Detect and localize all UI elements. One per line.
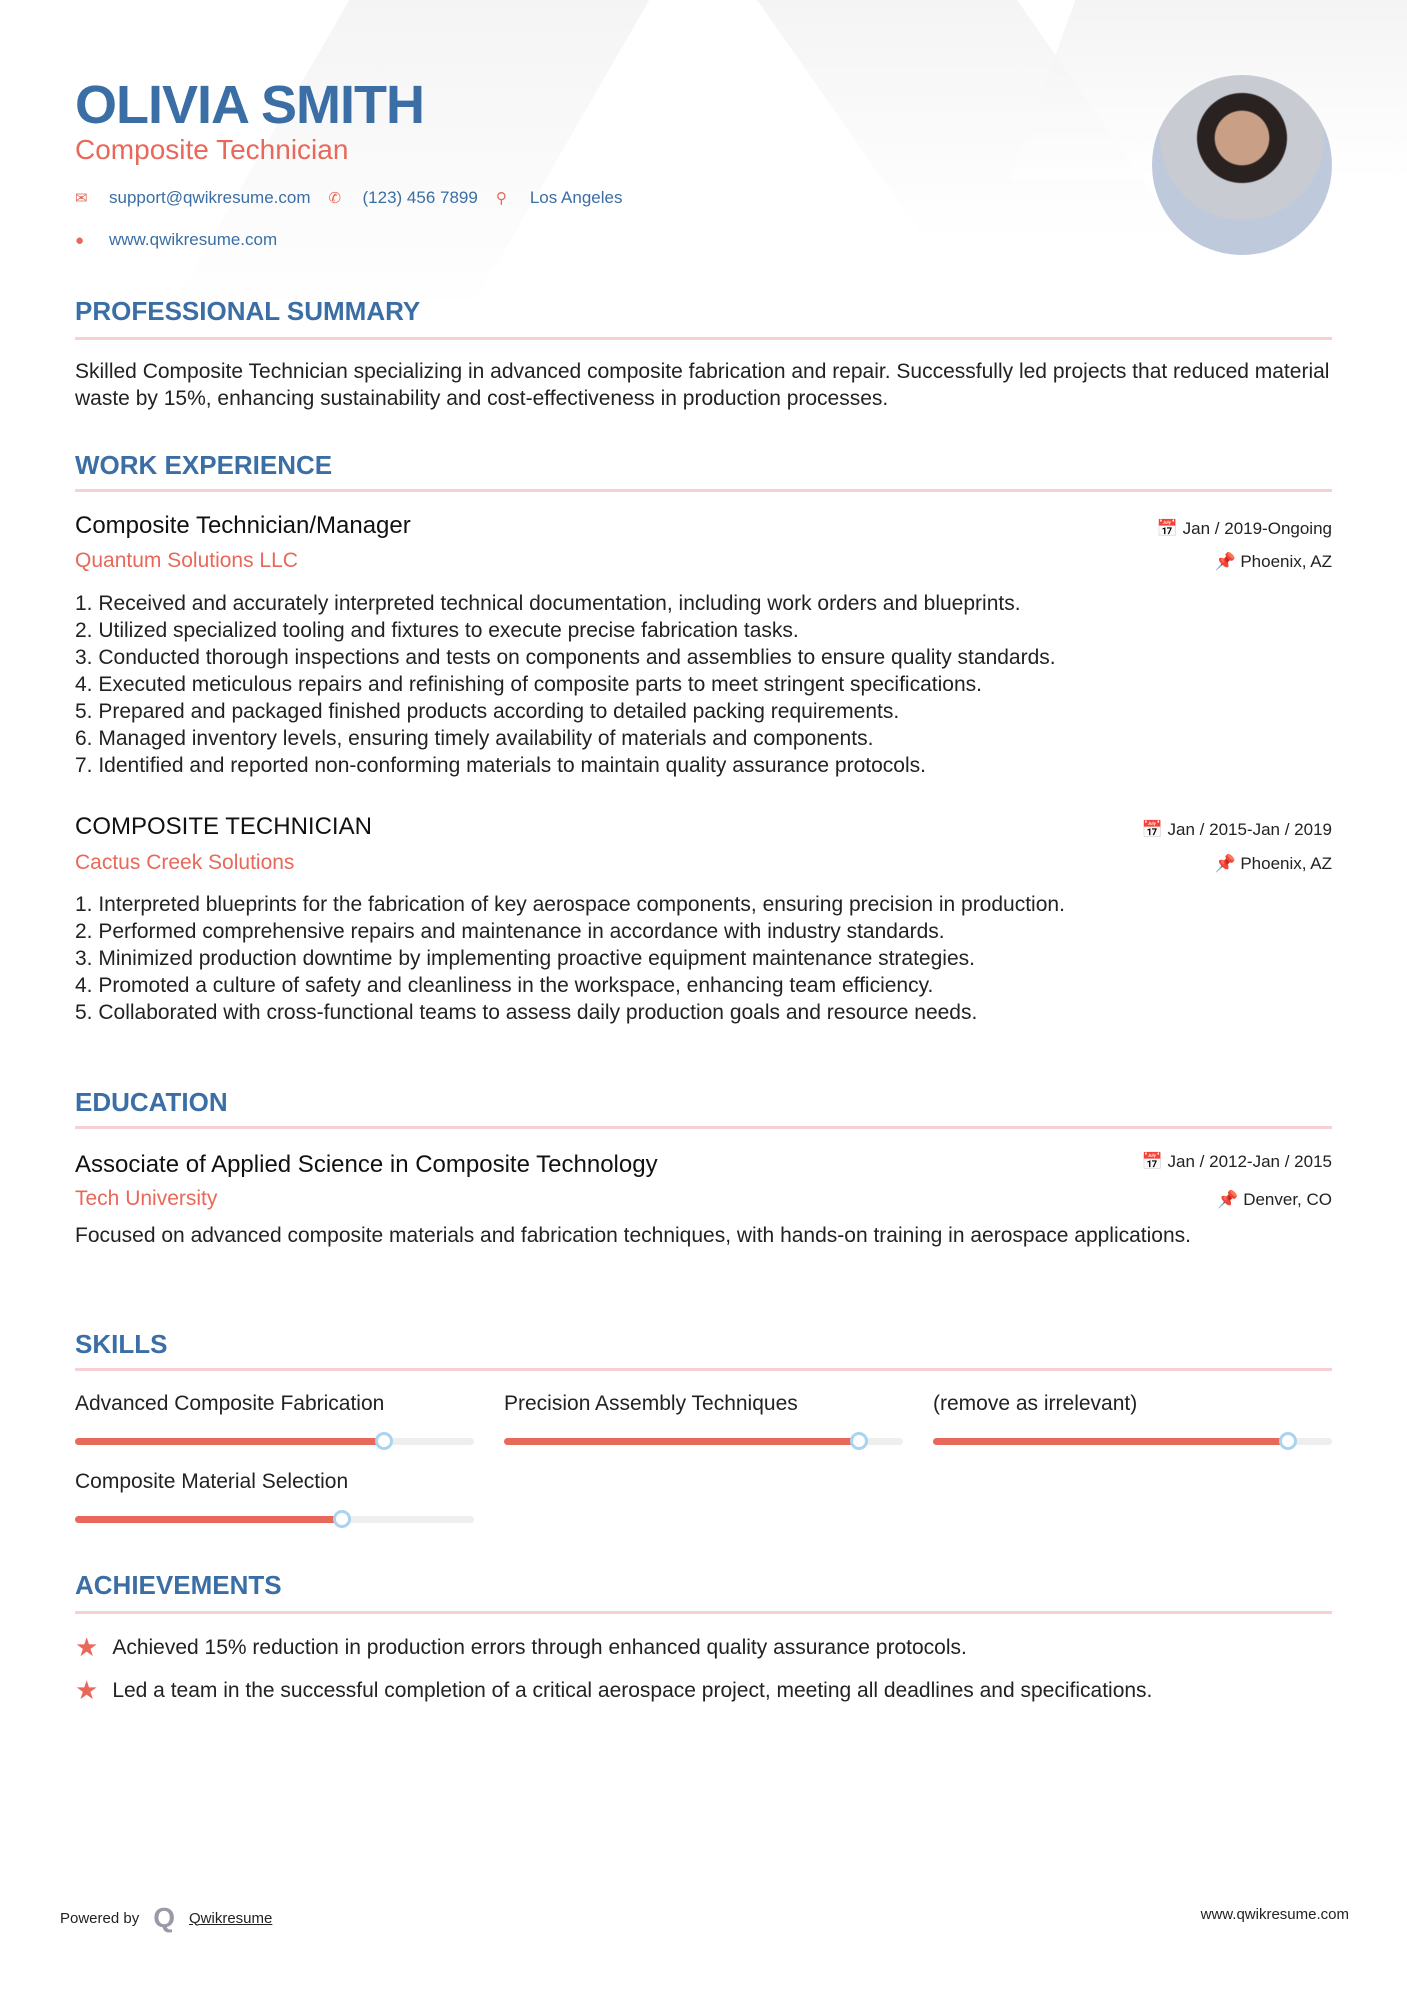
location-text: Denver, CO xyxy=(1243,1190,1332,1209)
education-description: Focused on advanced composite materials and fabrication techniques, with hands-on training in aerospace applications. xyxy=(75,1224,1192,1247)
skill-bar-fill xyxy=(933,1438,1288,1445)
divider xyxy=(75,1126,1332,1129)
job-date xyxy=(1142,820,1332,840)
bullet: 2. Performed comprehensive repairs and maintenance in accordance with industry standards. xyxy=(75,920,945,943)
skill-name: (remove as irrelevant) xyxy=(933,1392,1138,1415)
date-text: Jan / 2015-Jan / 2019 xyxy=(1167,820,1332,839)
skill-bar xyxy=(75,1516,474,1523)
calendar-icon: 📅 xyxy=(1141,1152,1168,1171)
skill-bar-fill xyxy=(75,1516,342,1523)
location-text: Phoenix, AZ xyxy=(1240,854,1332,873)
summary-text: Skilled Composite Technician specializing in advanced composite fabrication and repair. Successfully led projects that reduced material waste by 15%, enhancing sustainability and cost-effectiveness in production processes. xyxy=(75,360,1330,410)
bullet: 4. Executed meticulous repairs and refinishing of composite parts to meet stringent specifications. xyxy=(75,673,982,696)
skill-name: Composite Material Selection xyxy=(75,1470,349,1493)
brand-link[interactable]: Qwikresume xyxy=(189,1909,273,1927)
date-text: Jan / 2012-Jan / 2015 xyxy=(1167,1152,1332,1171)
candidate-name: OLIVIA SMITH xyxy=(75,75,424,135)
skill-bar-knob xyxy=(333,1510,351,1528)
skill-bar xyxy=(75,1438,474,1445)
calendar-icon: 📅 xyxy=(1141,820,1168,839)
email-link[interactable]: support@qwikresume.com xyxy=(109,188,311,207)
footer-website[interactable]: www.qwikresume.com xyxy=(1200,1906,1349,1923)
education-date xyxy=(1142,1152,1332,1172)
powered-by-text: Powered by xyxy=(60,1909,140,1927)
skill-name: Advanced Composite Fabrication xyxy=(75,1392,385,1415)
phone-icon: ✆ xyxy=(328,190,342,207)
star-icon: ★ xyxy=(75,1632,99,1662)
skill-item xyxy=(75,1470,474,1523)
bullet: 5. Prepared and packaged finished products according to detailed packing requirements. xyxy=(75,700,900,723)
achievement-item xyxy=(75,1632,967,1663)
education-heading: EDUCATION xyxy=(75,1087,228,1117)
calendar-icon: 📅 xyxy=(1156,519,1183,538)
skill-name: Precision Assembly Techniques xyxy=(504,1392,798,1415)
skill-bar-knob xyxy=(850,1432,868,1450)
school: Tech University xyxy=(75,1187,218,1210)
job-bullets xyxy=(75,891,1332,1026)
star-icon: ★ xyxy=(75,1675,99,1705)
bullet: 6. Managed inventory levels, ensuring timely availability of materials and components. xyxy=(75,727,874,750)
skill-item xyxy=(933,1392,1332,1445)
skill-bar xyxy=(933,1438,1332,1445)
qwikresume-logo-icon: Q xyxy=(153,1902,175,1933)
job-location xyxy=(1214,854,1332,874)
profile-photo xyxy=(1152,75,1332,255)
achievement-item xyxy=(75,1675,1152,1706)
location: Los Angeles xyxy=(529,188,623,207)
bullet: 7. Identified and reported non-conforming materials to maintain quality assurance protocols. xyxy=(75,754,926,777)
divider xyxy=(75,1611,1332,1614)
job-title: Composite Technician/Manager xyxy=(75,512,411,539)
bullet: 5. Collaborated with cross-functional teams to assess daily production goals and resource needs. xyxy=(75,1001,978,1024)
achievements-heading: ACHIEVEMENTS xyxy=(75,1570,282,1600)
phone: (123) 456 7899 xyxy=(362,188,478,207)
skill-bar-knob xyxy=(1279,1432,1297,1450)
job-date xyxy=(1157,519,1332,539)
skill-item xyxy=(504,1392,903,1445)
skills-heading: SKILLS xyxy=(75,1329,168,1359)
skill-bar-fill xyxy=(75,1438,384,1445)
achievement-text: Achieved 15% reduction in production errors through enhanced quality assurance protocols. xyxy=(112,1635,967,1659)
bullet: 3. Minimized production downtime by implementing proactive equipment maintenance strategies. xyxy=(75,947,975,970)
experience-heading: WORK EXPERIENCE xyxy=(75,450,333,480)
bullet: 2. Utilized specialized tooling and fixtures to execute precise fabrication tasks. xyxy=(75,619,799,642)
location-pin-icon: ⚲ xyxy=(495,190,507,207)
bullet: 3. Conducted thorough inspections and tests on components and assemblies to ensure quality standards. xyxy=(75,646,1056,669)
contact-row xyxy=(75,188,622,208)
degree: Associate of Applied Science in Composite Technology xyxy=(75,1151,658,1178)
email-icon: ✉ xyxy=(75,190,88,207)
website-row xyxy=(75,230,277,250)
skill-bar xyxy=(504,1438,903,1445)
company: Quantum Solutions LLC xyxy=(75,549,298,572)
bullet: 4. Promoted a culture of safety and cleanliness in the workspace, enhancing team efficiency. xyxy=(75,974,934,997)
date-text: Jan / 2019-Ongoing xyxy=(1182,519,1332,538)
pin-icon: 📌 xyxy=(1214,552,1241,571)
footer-powered xyxy=(60,1902,272,1934)
skill-item xyxy=(75,1392,474,1445)
divider xyxy=(75,337,1332,340)
achievement-text: Led a team in the successful completion of a critical aerospace project, meeting all deadlines and specifications. xyxy=(112,1678,1153,1702)
divider xyxy=(75,489,1332,492)
job-title: Composite Technician xyxy=(75,134,349,165)
globe-icon: ● xyxy=(75,231,85,249)
skill-bar-knob xyxy=(375,1432,393,1450)
location-text: Phoenix, AZ xyxy=(1240,552,1332,571)
education-location xyxy=(1217,1190,1332,1210)
website-link[interactable]: www.qwikresume.com xyxy=(109,230,278,249)
divider xyxy=(75,1368,1332,1371)
bullet: 1. Received and accurately interpreted technical documentation, including work orders and blueprints. xyxy=(75,592,1021,615)
summary-heading: PROFESSIONAL SUMMARY xyxy=(75,296,421,326)
job-bullets xyxy=(75,590,1332,779)
company: Cactus Creek Solutions xyxy=(75,851,295,874)
job-location xyxy=(1214,552,1332,572)
skill-bar-fill xyxy=(504,1438,859,1445)
pin-icon: 📌 xyxy=(1217,1190,1244,1209)
pin-icon: 📌 xyxy=(1214,854,1241,873)
bullet: 1. Interpreted blueprints for the fabrication of key aerospace components, ensuring precision in production. xyxy=(75,893,1065,916)
job-title: COMPOSITE TECHNICIAN xyxy=(75,813,372,840)
